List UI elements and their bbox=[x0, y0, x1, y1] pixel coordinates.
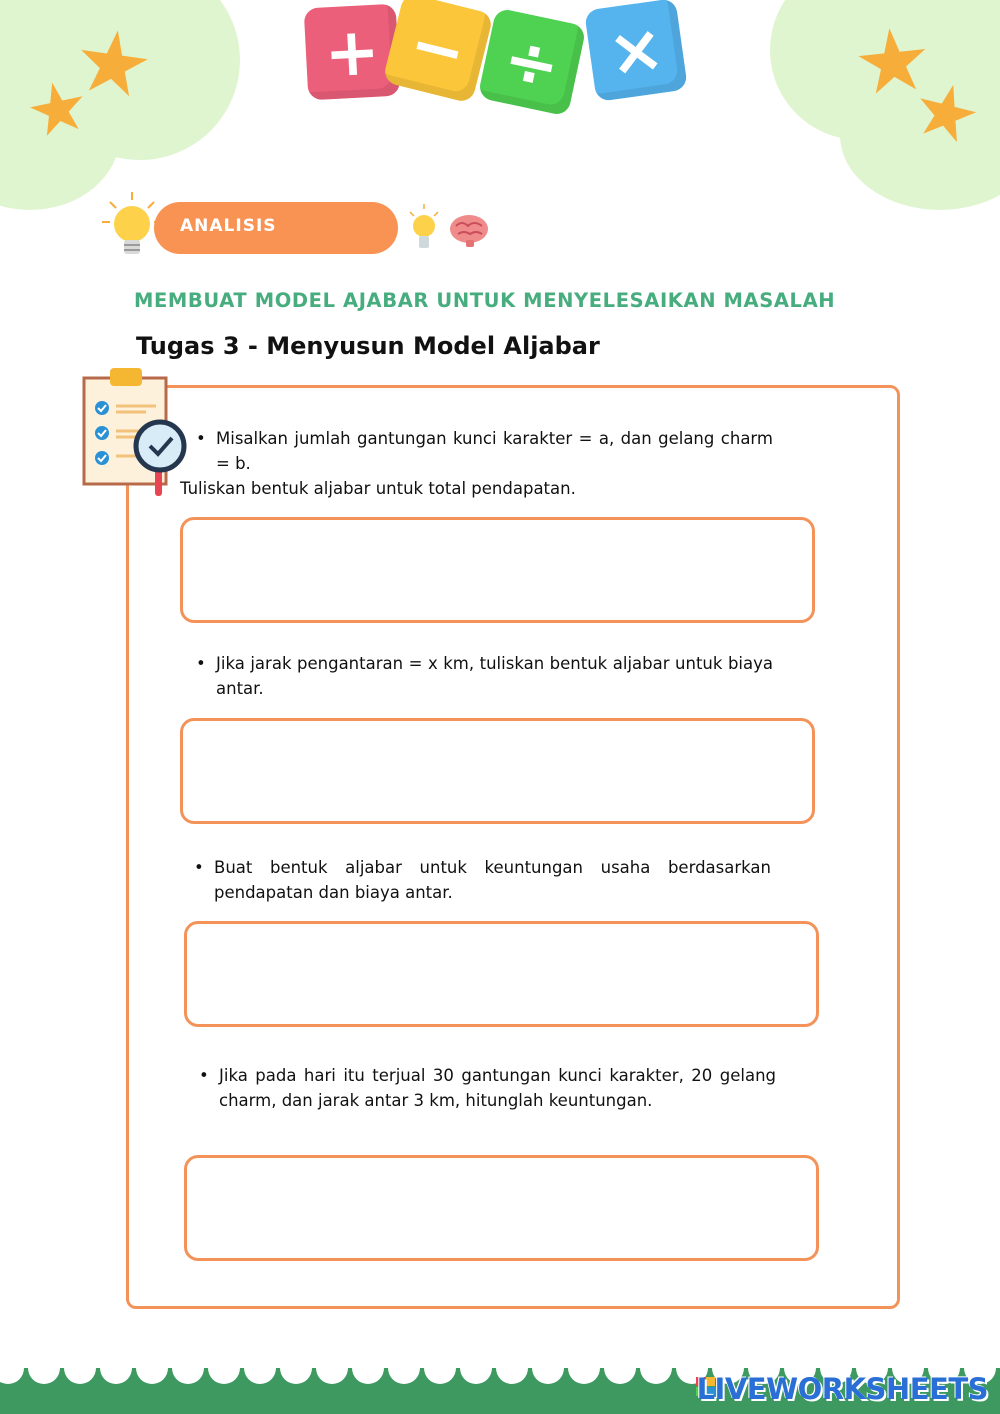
scallop bbox=[496, 1352, 528, 1384]
scallop bbox=[352, 1352, 384, 1384]
question-1-text: Misalkan jumlah gantungan kunci karakter = a, dan gelang charm = b. bbox=[216, 429, 773, 473]
scallop bbox=[460, 1352, 492, 1384]
page-heading: MEMBUAT MODEL AJABAR UNTUK MENYELESAIKAN MASALAH bbox=[134, 289, 836, 312]
scallop bbox=[172, 1352, 204, 1384]
scallop bbox=[316, 1352, 348, 1384]
scallop bbox=[208, 1352, 240, 1384]
bullet: • bbox=[199, 1066, 209, 1085]
scallop bbox=[64, 1352, 96, 1384]
instruction-1: Tuliskan bentuk aljabar untuk total pendapatan. bbox=[180, 479, 576, 498]
answer-box-4[interactable] bbox=[184, 1155, 819, 1261]
divide-icon: ÷ bbox=[477, 7, 586, 116]
answer-box-3[interactable] bbox=[184, 921, 819, 1027]
scallop bbox=[532, 1352, 564, 1384]
scallop bbox=[640, 1352, 672, 1384]
bullet: • bbox=[194, 858, 204, 877]
small-lightbulb-icon bbox=[406, 204, 442, 254]
question-3 bbox=[194, 855, 771, 905]
plus-icon: + bbox=[304, 4, 401, 101]
bullet: • bbox=[196, 654, 206, 673]
task-title: Tugas 3 - Menyusun Model Aljabar bbox=[136, 332, 600, 360]
question-4 bbox=[199, 1063, 776, 1113]
clipboard-icon bbox=[80, 366, 192, 500]
multiply-icon: × bbox=[584, 0, 688, 102]
question-2 bbox=[196, 651, 773, 701]
question-4-text: Jika pada hari itu terjual 30 gantungan kunci karakter, 20 gelang charm, dan jarak antar 3 km, hitunglah keuntungan. bbox=[219, 1066, 776, 1110]
brain-icon bbox=[448, 212, 490, 248]
question-3-text: Buat bentuk aljabar untuk keuntungan usaha berdasarkan pendapatan dan biaya antar. bbox=[214, 858, 771, 902]
scallop bbox=[388, 1352, 420, 1384]
section-badge-label: ANALISIS bbox=[180, 216, 277, 236]
liveworksheets-brand: LIVEWORKSHEETS bbox=[696, 1372, 988, 1406]
scallop bbox=[136, 1352, 168, 1384]
question-2-text: Jika jarak pengantaran = x km, tuliskan bentuk aljabar untuk biaya antar. bbox=[216, 654, 773, 698]
scallop bbox=[424, 1352, 456, 1384]
answer-box-1[interactable] bbox=[180, 517, 815, 623]
scallop bbox=[244, 1352, 276, 1384]
answer-box-2[interactable] bbox=[180, 718, 815, 824]
scallop bbox=[28, 1352, 60, 1384]
scallop bbox=[100, 1352, 132, 1384]
scallop bbox=[280, 1352, 312, 1384]
question-1 bbox=[196, 426, 773, 476]
minus-icon: − bbox=[382, 0, 494, 104]
bullet: • bbox=[196, 429, 206, 448]
scallop bbox=[604, 1352, 636, 1384]
scallop bbox=[568, 1352, 600, 1384]
